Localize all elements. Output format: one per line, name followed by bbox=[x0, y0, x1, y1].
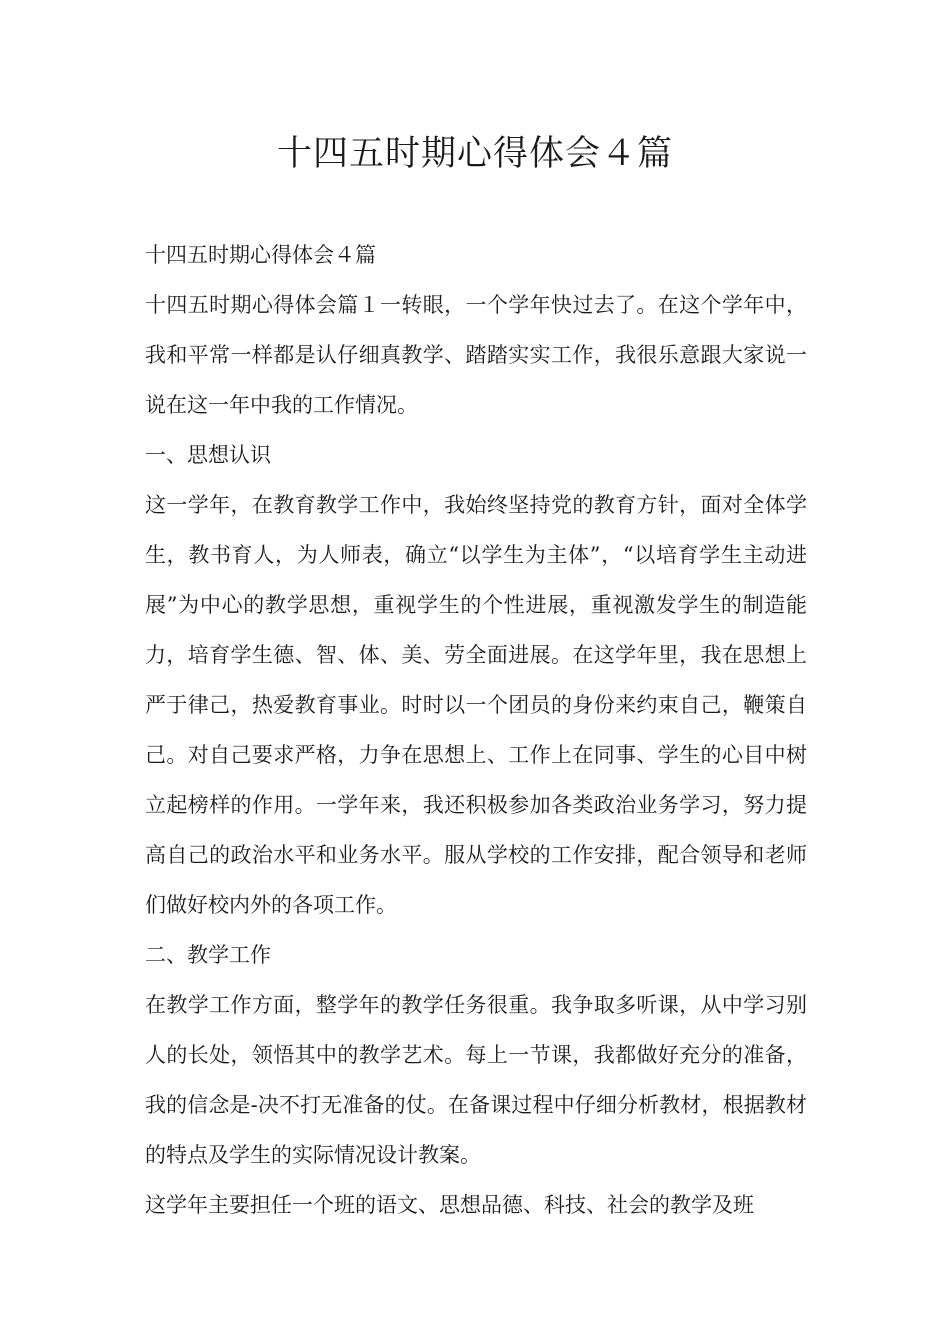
document-body bbox=[145, 230, 807, 1230]
paragraph-intro: 十四五时期心得体会篇１一转眼，一个学年快过去了。在这个学年中，我和平常一样都是认仔细真教学、踏踏实实工作，我很乐意跟大家说一说在这一年中我的工作情况。 bbox=[145, 293, 807, 417]
section-heading-thought: 一、思想认识 bbox=[145, 443, 271, 467]
paragraph-duties: 这学年主要担任一个班的语文、思想品德、科技、社会的教学及班 bbox=[145, 1193, 754, 1217]
paragraph-thought: 这一学年，在教育教学工作中，我始终坚持党的教育方针，面对全体学生，教书育人，为人师表，确立“以学生为主体”，“以培育学生主动进展”为中心的教学思想，重视学生的个性进展，重视激发学生的制造能力，培育学生德、智、体、美、劳全面进展。在这学年里，我在思想上严于律己，热爱教育事业。时时以一个团员的身份来约束自己，鞭策自己。对自己要求严格，力争在思想上、工作上在同事、学生的心目中树立起榜样的作用。一学年来，我还积极参加各类政治业务学习，努力提高自己的政治水平和业务水平。服从学校的工作安排，配合领导和老师们做好校内外的各项工作。 bbox=[145, 493, 807, 917]
paragraph-teaching: 在教学工作方面，整学年的教学任务很重。我争取多听课，从中学习别人的长处，领悟其中的教学艺术。每上一节课，我都做好充分的准备，我的信念是-决不打无准备的仗。在备课过程中仔细分析教材，根据教材的特点及学生的实际情况设计教案。 bbox=[145, 993, 807, 1167]
paragraph-subtitle: 十四五时期心得体会４篇 bbox=[145, 243, 376, 267]
section-heading-teaching: 二、教学工作 bbox=[145, 943, 271, 967]
document-title: 十四五时期心得体会４篇 bbox=[276, 134, 673, 174]
